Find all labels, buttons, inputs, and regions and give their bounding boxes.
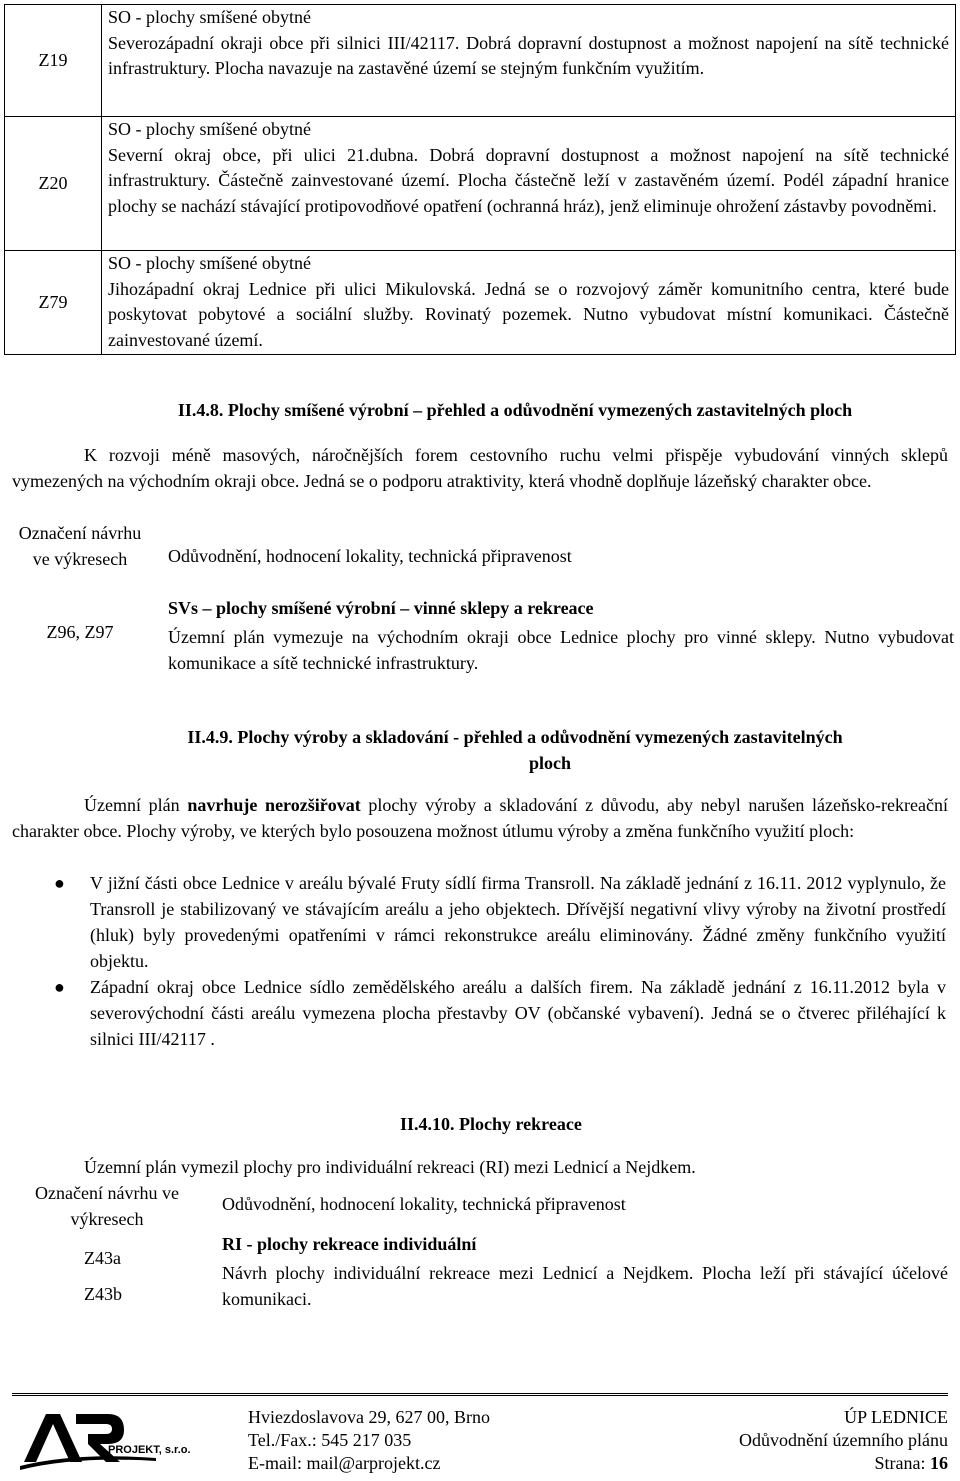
zone-text: Návrh plochy individuální rekreace mezi Lednicí a Nejdkem. Plocha leží při stávající účelové komunikaci. [222, 1263, 948, 1309]
zone-title: SO - plochy smíšené obytné [108, 119, 311, 139]
page-number-line [739, 1452, 948, 1475]
footer-phone: Tel./Fax.: 545 217 035 [248, 1430, 412, 1450]
zone-description [102, 251, 956, 355]
footer-rule [12, 1393, 948, 1396]
page-label: Strana: [874, 1453, 930, 1473]
footer-email: E-mail: mail@arprojekt.cz [248, 1453, 441, 1473]
zone-code: Z20 [5, 117, 102, 251]
zone-description [102, 117, 956, 251]
column-header-description: Odůvodnění, hodnocení lokality, technická připravenost [168, 546, 572, 566]
zone-text: Severozápadní okraji obce při silnici III/42117. Dobrá dopravní dostupnost a možnost napojení na sítě technické infrastruktury. Plocha navazuje na zastavěné území se stejným funkčním využitím. [108, 32, 949, 79]
table-so-zones [4, 4, 956, 355]
column-header-code: Označení návrhu ve výkresech [35, 1183, 179, 1229]
bullet-icon: ● [54, 873, 65, 893]
footer-document [739, 1406, 948, 1475]
list-item [12, 870, 946, 974]
bullet-list [12, 870, 946, 1052]
table-row [5, 117, 956, 251]
section-heading-249-cont: ploch [528, 753, 571, 773]
paragraph-text: Územní plán [84, 795, 188, 815]
footer-contact [248, 1406, 490, 1475]
zone-text: Územní plán vymezuje na východním okraji obce Lednice plochy pro vinné sklepy. Nutno vybudovat komunikace a sítě technické infrastruktury. [168, 627, 954, 673]
column-header-description: Odůvodnění, hodnocení lokality, technická připravenost [222, 1194, 626, 1214]
section-248-intro: K rozvoji méně masových, náročnějších forem cestovního ruchu velmi přispěje vybudování vinných sklepů vymezených na východním okraji obce. Jedná se o podporu atraktivity, která vhodně doplňuje lázeňský charakter obce. [12, 445, 948, 491]
table-row [5, 251, 956, 355]
zone-title: SO - plochy smíšené obytné [108, 253, 311, 273]
footer-doc-title: ÚP LEDNICE [844, 1407, 948, 1427]
zone-code: Z19 [5, 5, 102, 117]
zone-title: SO - plochy smíšené obytné [108, 7, 311, 27]
footer-doc-subtitle: Odůvodnění územního plánu [739, 1430, 948, 1450]
zone-title: SVs – plochy smíšené výrobní – vinné sklepy a rekreace [168, 598, 594, 618]
table-row [5, 5, 956, 117]
list-item [12, 974, 946, 1052]
zone-title: RI - plochy rekreace individuální [222, 1234, 477, 1254]
page-number: 16 [930, 1453, 948, 1473]
zone-description [102, 5, 956, 117]
list-item-text: Západní okraj obce Lednice sídlo zemědělského areálu a dalších firem. Na základě jednání z 16.11.2012 byla v severovýchodní části areálu vymezena plocha přestavby OV (občanské vybavení). Jedná se o čtverec přiléhající k silnici III/42117 . [90, 977, 946, 1049]
list-item-text: V jižní části obce Lednice v areálu bývalé Fruty sídlí firma Transroll. Na základě jednání z 16.11. 2012 vyplynulo, že Transroll je stabilizovaný ve stávajícím areálu a jeho objektech. Dřívější negativní vlivy výroby na životní prostředí (hluk) byly provedenými opatřeními v rámci rekonstrukce areálu eliminovány. Žádné změny funkčního využití objektu. [90, 873, 946, 971]
section-heading-249: II.4.9. Plochy výroby a skladování - přehled a odůvodnění vymezených zastavitelných [187, 727, 843, 747]
zone-text: Severní okraj obce, při ulici 21.dubna. Dobrá dopravní dostupnost a možnost napojení na sítě technické infrastruktury. Částečně zainvestované území. Plocha částečně leží v zastavěném území. Podél západní hranice plochy se nachází stávající protipovodňové opatření (ochranná hráz), jenž eliminuje ohrožení zástavby povodněmi. [108, 144, 949, 216]
logo-text: PROJEKT, s.r.o. [108, 1444, 191, 1456]
logo-mark-icon [16, 1400, 256, 1476]
zone-code: Z43a [84, 1248, 121, 1268]
bullet-icon: ● [54, 977, 65, 997]
zone-code: Z43b [84, 1284, 122, 1304]
footer-address: Hviezdoslavova 29, 627 00, Brno [248, 1407, 490, 1427]
section-heading-248: II.4.8. Plochy smíšené výrobní – přehled a odůvodnění vymezených zastavitelných ploch [177, 400, 853, 420]
company-logo [16, 1400, 256, 1476]
section-2410-intro: Územní plán vymezil plochy pro individuální rekreaci (RI) mezi Lednicí a Nejdkem. [84, 1157, 696, 1177]
zone-code: Z96, Z97 [46, 622, 114, 642]
section-heading-2410: II.4.10. Plochy rekreace [400, 1114, 582, 1134]
column-header-code: Označení návrhu ve výkresech [18, 523, 142, 569]
paragraph-emphasis: navrhuje nerozšiřovat [187, 795, 361, 815]
zone-text: Jihozápadní okraj Lednice při ulici Mikulovská. Jedná se o rozvojový záměr komunitního centra, které bude poskytovat pobytové a sociální služby. Rovinatý pozemek. Nutno vybudovat místní komunikaci. Částečně zainvestované území. [108, 278, 949, 350]
zone-code: Z79 [5, 251, 102, 355]
section-249-paragraph [12, 792, 948, 844]
paragraph-text: plochy výroby a skladování z důvodu, aby nebyl narušen lázeňsko-rekreační charakter obce. Plochy výroby, ve kterých bylo posouzena možnost útlumu výroby a změna funkčního využití ploch: [12, 795, 948, 841]
